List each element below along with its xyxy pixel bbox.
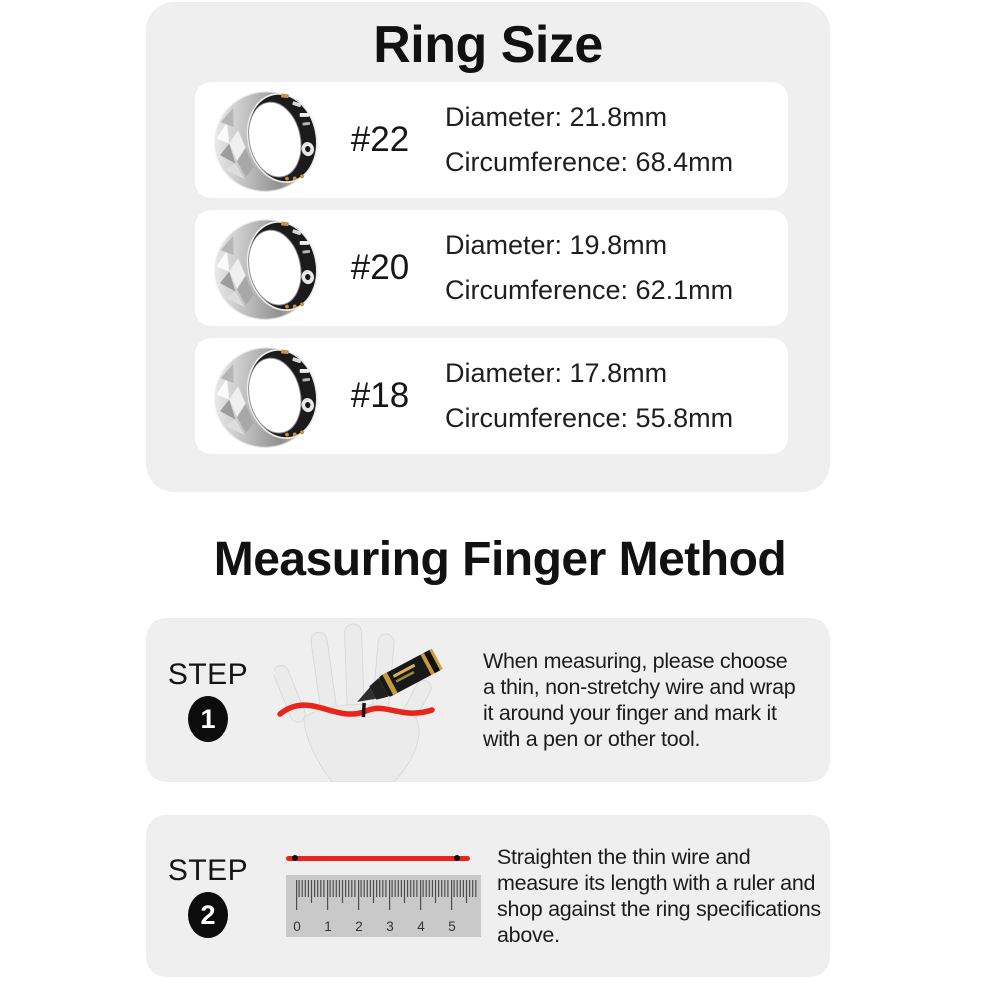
step-2-header [146,854,270,938]
spec-circumference: Circumference: 68.4mm [445,147,734,177]
ring-image [209,87,337,193]
svg-text:2: 2 [355,918,363,934]
wire-endpoint-dot [454,855,460,861]
svg-text:3: 3 [386,918,394,934]
spec-diameter: Diameter: 21.8mm [445,102,668,132]
ring-image [209,215,337,321]
marker-pen-icon [352,649,443,712]
size-label: #22 [350,120,410,159]
step-label: STEP [167,658,249,691]
spec-circumference: Circumference: 62.1mm [445,275,734,305]
size-label: #20 [350,248,410,287]
spec-diameter: Diameter: 17.8mm [445,358,668,388]
svg-text:1: 1 [324,918,332,934]
hand-icon [274,624,434,782]
svg-text:5: 5 [448,918,456,934]
wire-endpoint-dot [292,855,298,861]
step-1-header [146,658,270,742]
step-1-card [146,618,830,782]
size-card-20 [195,210,788,326]
size-label: #18 [350,376,410,415]
size-specs [445,223,733,313]
ring-image [209,343,337,449]
step-number-badge: 1 [188,696,228,742]
spec-circumference: Circumference: 55.8mm [445,403,734,433]
ruler-icon [286,875,481,937]
spec-diameter: Diameter: 19.8mm [445,230,668,260]
wire-mark [362,703,366,717]
measuring-method-title: Measuring Finger Method [213,533,787,586]
ring-size-panel [146,2,830,492]
wire-and-ruler-graphic [286,856,481,937]
size-card-18 [195,338,788,454]
step-label: STEP [167,854,249,887]
step-number-badge: 2 [188,892,228,938]
size-specs [445,95,733,185]
svg-text:0: 0 [293,918,301,934]
size-card-22 [195,82,788,198]
step-2-card [146,815,830,977]
straight-wire-icon [286,856,470,861]
step-1-instructions: When measuring, please choose a thin, non-stretchy wire and wrap it around your finger and mark it with a pen or other tool. [483,649,796,751]
ring-size-title: Ring Size [373,16,603,74]
step-2-instructions: Straighten the thin wire and measure its length with a ruler and shop against the ring specifications above. [497,845,821,947]
size-specs [445,351,733,441]
hand-with-wire-and-pen-icon [274,622,459,782]
svg-text:4: 4 [417,918,425,934]
